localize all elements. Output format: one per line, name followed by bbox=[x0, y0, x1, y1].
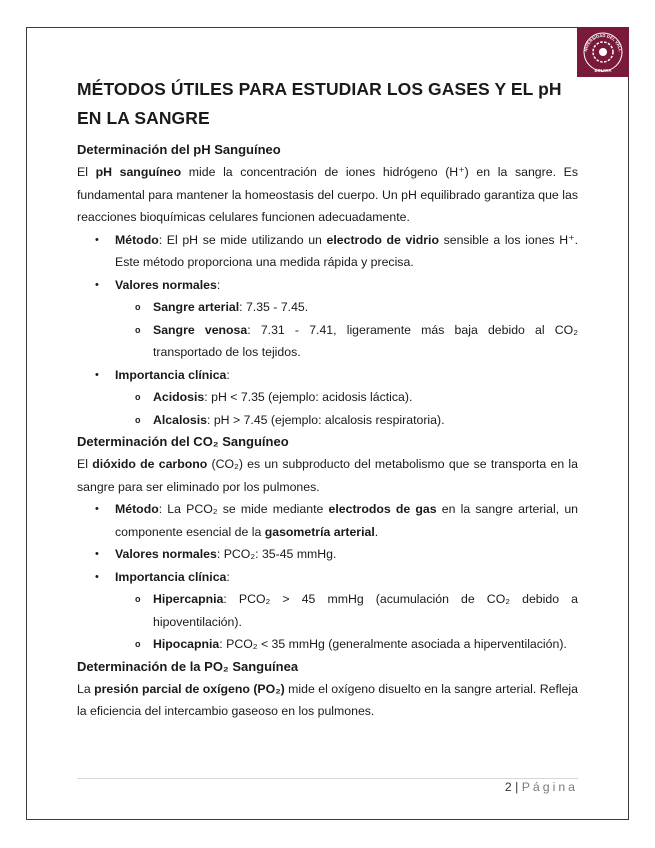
university-seal-icon bbox=[577, 27, 629, 77]
sublist-item: o Hipercapnia: PCO₂ > 45 mmHg (acumulación de CO₂ debido a hipoventilación). bbox=[115, 588, 578, 633]
sublist-importancia bbox=[115, 386, 578, 431]
list-co2 bbox=[77, 498, 578, 656]
sublist-item: o Acidosis: pH < 7.35 (ejemplo: acidosis láctica). bbox=[115, 386, 578, 409]
paragraph-co2: El dióxido de carbono (CO₂) es un subproducto del metabolismo que se transporta en la sangre para ser eliminado por los pulmones. bbox=[77, 457, 578, 494]
sublist-valores bbox=[115, 296, 578, 364]
university-logo bbox=[577, 27, 629, 77]
sublist-item: o Alcalosis: pH > 7.45 (ejemplo: alcalosis respiratoria). bbox=[115, 409, 578, 432]
page-number: 2 bbox=[504, 780, 512, 794]
list-item-importancia: • Importancia clínica: o Acidosis: pH < 7.35 (ejemplo: acidosis láctica). o Alcalosis: pH > 7.45 (ejemplo: alcalosis respiratoria). bbox=[77, 364, 578, 432]
list-item-importancia: • Importancia clínica: o Hipercapnia: PCO₂ > 45 mmHg (acumulación de CO₂ debido a hipoventilación). o Hipocapnia: PCO₂ < 35 mmHg (generalmente asociada a hiperventilación). bbox=[77, 566, 578, 656]
section-heading-co2: Determinación del CO₂ Sanguíneo bbox=[77, 434, 289, 449]
page-separator: | bbox=[511, 780, 522, 794]
list-item-valores: • Valores normales: PCO₂: 35-45 mmHg. bbox=[77, 543, 578, 566]
list-ph bbox=[77, 229, 578, 432]
svg-text:BOLIVIA: BOLIVIA bbox=[594, 68, 612, 73]
list-item-metodo: • Método: El pH se mide utilizando un electrodo de vidrio sensible a los iones H⁺. Este método proporciona una medida rápida y precisa. bbox=[77, 229, 578, 274]
document-body bbox=[77, 75, 578, 723]
paragraph-po2: La presión parcial de oxígeno (PO₂) mide el oxígeno disuelto en la sangre arterial. Refleja la eficiencia del intercambio gaseoso en los pulmones. bbox=[77, 681, 578, 718]
page-title: MÉTODOS ÚTILES PARA ESTUDIAR LOS GASES Y EL pH EN LA SANGRE bbox=[77, 79, 562, 128]
sublist-item: o Sangre arterial: 7.35 - 7.45. bbox=[115, 296, 578, 319]
list-item-valores: • Valores normales: o Sangre arterial: 7.35 - 7.45. o Sangre venosa: 7.31 - 7.41, ligeramente más baja debido al CO₂ transportado de los tejidos. bbox=[77, 274, 578, 364]
svg-text:UNIVERSIDAD DEL VALLE: NIVERSIDAD DEL VALL bbox=[583, 32, 623, 52]
paragraph-ph: El pH sanguíneo mide la concentración de iones hidrógeno (H⁺) en la sangre. Es fundamental para mantener la homeostasis del cuerpo. Un pH equilibrado garantiza que las reacciones bioquímicas celulares funcionen adecuadamente. bbox=[77, 165, 578, 224]
sublist-item: o Sangre venosa: 7.31 - 7.41, ligeramente más baja debido al CO₂ transportado de los tejidos. bbox=[115, 319, 578, 364]
page-footer bbox=[505, 780, 578, 794]
footer-divider bbox=[77, 778, 578, 779]
list-item-metodo: • Método: La PCO₂ se mide mediante electrodos de gas en la sangre arterial, un componente esencial de la gasometría arterial. bbox=[77, 498, 578, 543]
section-heading-ph: Determinación del pH Sanguíneo bbox=[77, 142, 281, 157]
page-word: Página bbox=[521, 780, 578, 794]
sublist-item: o Hipocapnia: PCO₂ < 35 mmHg (generalmente asociada a hiperventilación). bbox=[115, 633, 578, 656]
section-heading-po2: Determinación de la PO₂ Sanguínea bbox=[77, 658, 299, 674]
sublist-importancia bbox=[115, 588, 578, 656]
